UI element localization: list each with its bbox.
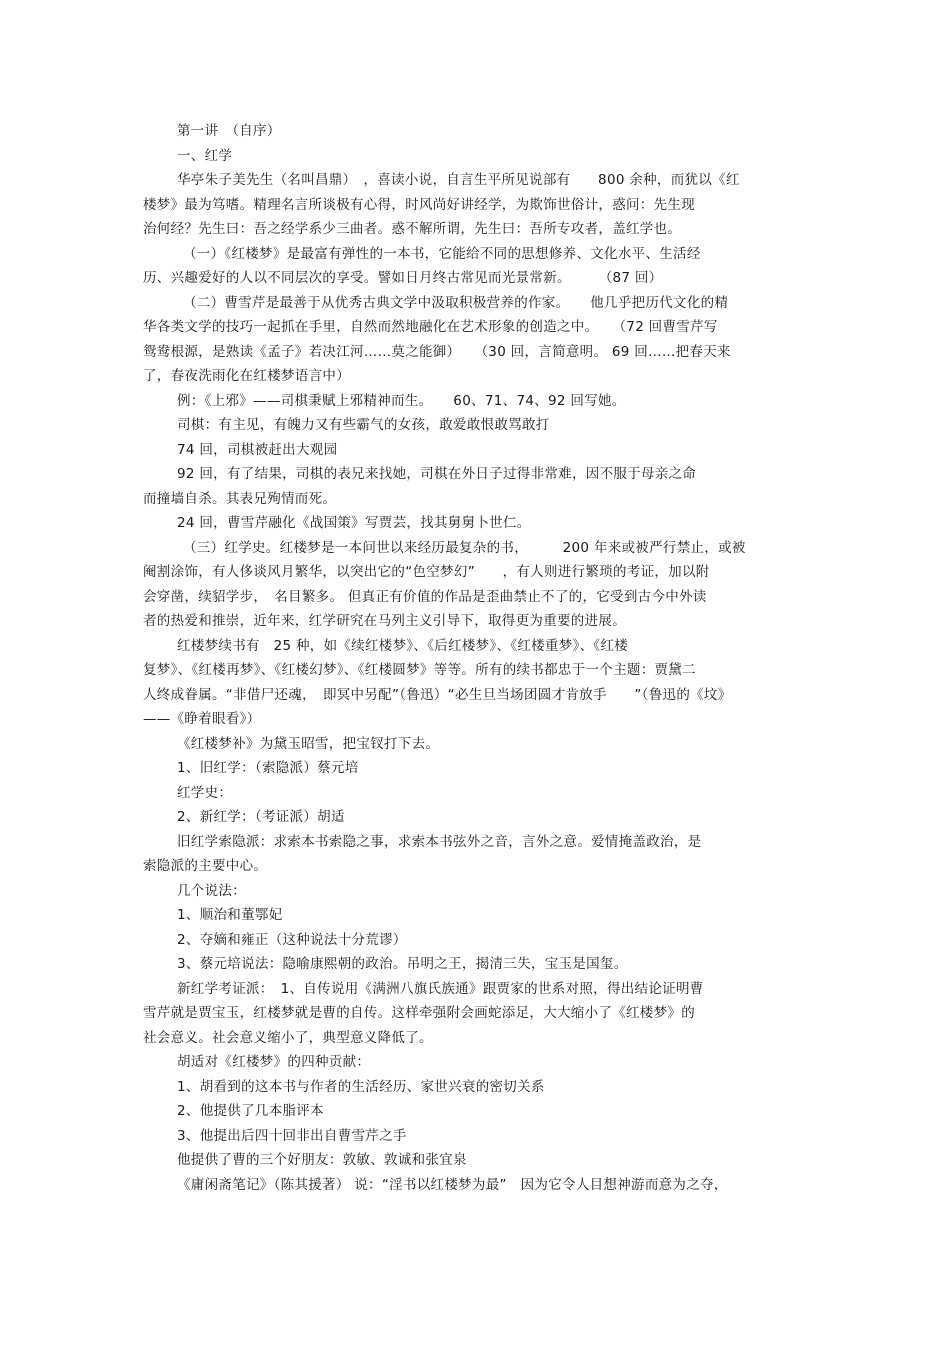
paragraph-line: 华亭朱子美先生（名叫昌鼎） ，喜读小说，自言生平所见说部有 800 余种，而犹以《红	[177, 172, 740, 188]
paragraph-line: 复梦》、《红楼再梦》、《红楼幻梦》、《红楼圆梦》等等。所有的续书都忠于一个主题：贾黛二	[143, 662, 696, 678]
document-body	[143, 119, 813, 1197]
paragraph-line: 雪芹就是贾宝玉，红楼梦就是曹的自传。这样牵强附会画蛇添足，大大缩小了《红楼梦》的	[143, 1005, 695, 1021]
lecture-title: 第一讲 （自序）	[177, 123, 281, 139]
paragraph-line: 《红楼梦补》为黛玉昭雪，把宝钗打下去。	[177, 735, 440, 752]
paragraph-line: ——《睁着眼看》）	[143, 711, 261, 727]
list-item: 2、新红学：（考证派）胡适	[177, 809, 345, 825]
list-item: 3、他提出后四十回非出自曹雪芹之手	[177, 1127, 407, 1144]
paragraph-line: 鸳鸯根源，是熟读《孟子》若决江河……莫之能御） （30 回，言简意明。 69 回……把春天来	[143, 343, 731, 360]
paragraph-line: 阉割涂饰，有人侈谈风月繁华，以突出它的“色空梦幻” ，有人则进行繁琐的考证，加以附	[143, 564, 710, 580]
paragraph-line: 胡适对《红楼梦》的四种贡献：	[177, 1054, 371, 1070]
paragraph-line: 者的热爱和推崇，近年来，红学研究在马列主义引导下，取得更为重要的进展。	[143, 613, 626, 629]
paragraph-line: 例：《上邪》——司棋秉赋上邪精神而生。 60、71、74、92 回写她。	[177, 392, 626, 409]
paragraph-line: 司棋：有主见，有魄力又有些霸气的女孩，敢爱敢恨敢骂敢打	[177, 417, 550, 433]
paragraph-line: 而撞墙自杀。其表兄殉情而死。	[143, 490, 337, 507]
list-item: 1、顺治和董鄂妃	[177, 907, 283, 923]
paragraph-line: 24 回，曹雪芹融化《战国策》写贾芸，找其舅舅卜世仁。	[177, 515, 531, 531]
paragraph-line: 他提供了曹的三个好朋友：敦敏、敦诚和张宜泉	[177, 1152, 467, 1168]
list-item: 2、他提供了几本脂评本	[177, 1103, 324, 1119]
paragraph-line: （三）红学史。红楼梦是一本问世以来经历最复杂的书， 200 年来或被严行禁止，或被	[183, 539, 746, 556]
paragraph-line: （二）曹雪芹是最善于从优秀古典文学中汲取积极营养的作家。 他几乎把历代文化的精	[183, 294, 729, 311]
paragraph-line: 历、兴趣爱好的人以不同层次的享受。譬如日月终古常见而光景常新。 （87 回）	[143, 270, 663, 286]
paragraph-line: 社会意义。社会意义缩小了，典型意义降低了。	[143, 1029, 433, 1046]
list-item: 2、夺嫡和雍正（这种说法十分荒谬）	[177, 931, 407, 948]
list-item: 3、蔡元培说法：隐喻康熙朝的政治。吊明之王，揭清三失，宝玉是国玺。	[177, 956, 628, 972]
paragraph-line: 红楼梦续书有 25 种，如《续红楼梦》、《后红楼梦》、《红楼重梦》、《红楼	[177, 637, 629, 654]
paragraph-line: 92 回，有了结果，司棋的表兄来找她，司棋在外日子过得非常难，因不服于母亲之命	[177, 466, 697, 482]
paragraph-line: 华各类文学的技巧一起抓在手里，自然而然地融化在艺术形象的创造之中。 （72 回曹雪芹写	[143, 319, 718, 335]
section-heading: 一、红学	[177, 147, 233, 164]
paragraph-line: 旧红学索隐派：求索本书索隐之事，求索本书弦外之音，言外之意。爱情掩盖政治，是	[177, 833, 702, 850]
paragraph-line: 几个说法：	[177, 882, 246, 899]
paragraph-line: （一）《红楼梦》是最富有弹性的一本书，它能给不同的思想修养、文化水平、生活经	[183, 245, 701, 262]
paragraph-line: 红学史：	[177, 784, 233, 801]
paragraph-line: 会穿凿，续貂学步， 名目繁多。 但真正有价值的作品是歪曲禁止不了的，它受到古今中外读	[143, 588, 707, 605]
paragraph-line: 《庸闲斋笔记》（陈其援著） 说：“淫书以红楼梦为最” 因为它令人目想神游而意为之夺，	[177, 1176, 728, 1193]
paragraph-line: 人终成眷属。“非借尸还魂， 即冥中另配”（鲁迅）“必生旦当场团圆才肯放手 ”（鲁迅的《坟》	[143, 686, 732, 703]
paragraph-line: 索隐派的主要中心。	[143, 858, 268, 874]
list-item: 1、胡看到的这本书与作者的生活经历、家世兴衰的密切关系	[177, 1078, 545, 1095]
paragraph-line: 了，春夜洗雨化在红楼梦语言中）	[143, 368, 350, 384]
paragraph-line: 治何经？先生曰：吾之经学系少三曲者。惑不解所谓，先生曰：吾所专攻者，盖红学也。	[143, 221, 682, 237]
paragraph-line: 74 回，司棋被赶出大观园	[177, 441, 338, 458]
list-item: 1、旧红学：（索隐派）蔡元培	[177, 760, 359, 776]
paragraph-line: 楼梦》最为笃嗜。精理名言所谈极有心得，时风尚好讲经学，为欺饰世俗计，惑问：先生现	[143, 196, 695, 213]
paragraph-line: 新红学考证派： 1、自传说用《满洲八旗氏族通》跟贾家的世系对照，得出结论证明曹	[177, 980, 704, 997]
